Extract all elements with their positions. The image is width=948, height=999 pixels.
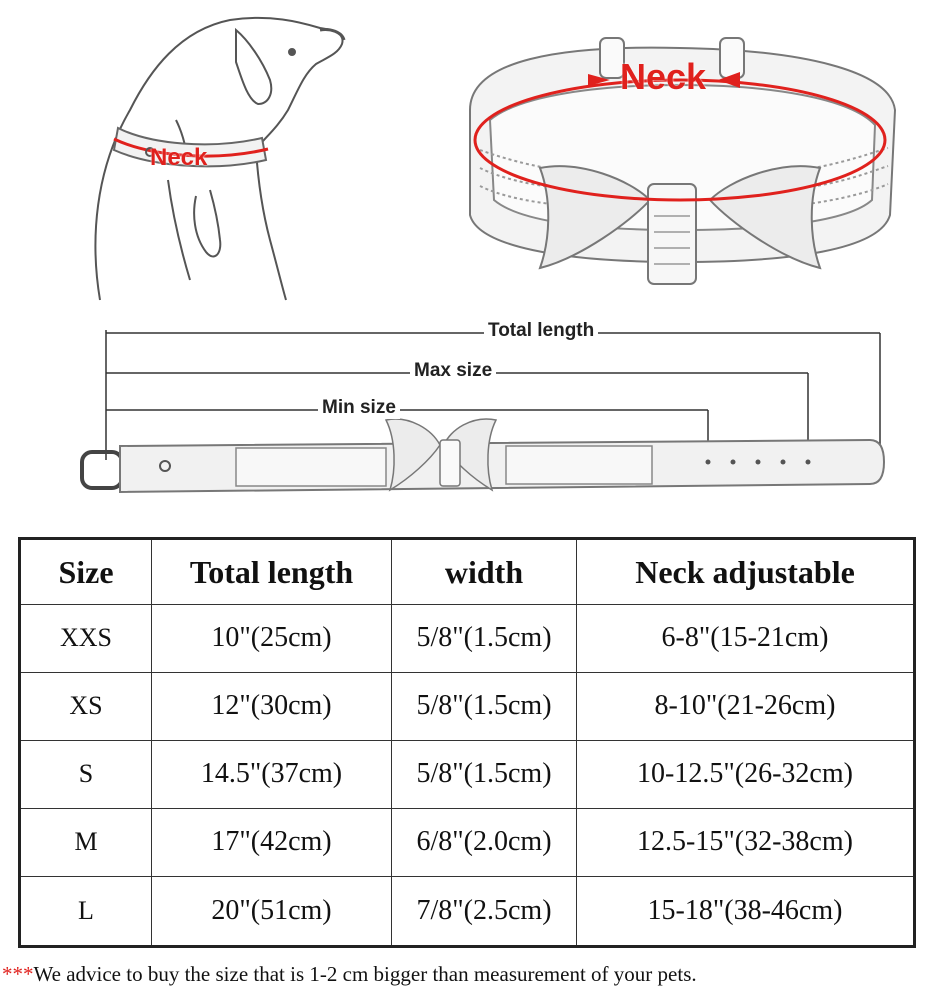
cell-width: 7/8"(2.5cm) [392, 876, 577, 946]
cell-neck-adjustable: 6-8"(15-21cm) [577, 605, 915, 673]
cell-size: S [20, 740, 152, 808]
note-text: We advice to buy the size that is 1-2 cm bigger than measurement of your pets. [33, 962, 697, 986]
cell-total-length: 20"(51cm) [152, 876, 392, 946]
min-size-label: Min size [318, 397, 400, 419]
header-total-length: Total length [152, 539, 392, 605]
cell-total-length: 14.5"(37cm) [152, 740, 392, 808]
size-chart-table [18, 537, 916, 948]
neck-label-dog: Neck [150, 144, 208, 171]
size-advice-note [2, 962, 948, 987]
note-stars: *** [2, 962, 34, 986]
cell-size: XS [20, 672, 152, 740]
cell-width: 5/8"(1.5cm) [392, 605, 577, 673]
flat-collar-sketch [82, 419, 884, 492]
table-row [20, 876, 915, 946]
cell-size: M [20, 808, 152, 876]
cell-neck-adjustable: 12.5-15"(32-38cm) [577, 808, 915, 876]
cell-size: XXS [20, 605, 152, 673]
table-row [20, 808, 915, 876]
cell-total-length: 12"(30cm) [152, 672, 392, 740]
table-row [20, 605, 915, 673]
table-row [20, 672, 915, 740]
cell-size: L [20, 876, 152, 946]
cell-width: 5/8"(1.5cm) [392, 740, 577, 808]
header-width: width [392, 539, 577, 605]
cell-total-length: 10"(25cm) [152, 605, 392, 673]
table-row [20, 740, 915, 808]
max-size-label: Max size [410, 360, 496, 382]
cell-width: 5/8"(1.5cm) [392, 672, 577, 740]
table-header-row [20, 539, 915, 605]
header-neck-adjustable: Neck adjustable [577, 539, 915, 605]
cell-neck-adjustable: 10-12.5"(26-32cm) [577, 740, 915, 808]
total-length-label: Total length [484, 320, 598, 342]
cell-total-length: 17"(42cm) [152, 808, 392, 876]
header-size: Size [20, 539, 152, 605]
cell-neck-adjustable: 15-18"(38-46cm) [577, 876, 915, 946]
cell-neck-adjustable: 8-10"(21-26cm) [577, 672, 915, 740]
cell-width: 6/8"(2.0cm) [392, 808, 577, 876]
neck-label-collar: Neck [620, 56, 707, 97]
